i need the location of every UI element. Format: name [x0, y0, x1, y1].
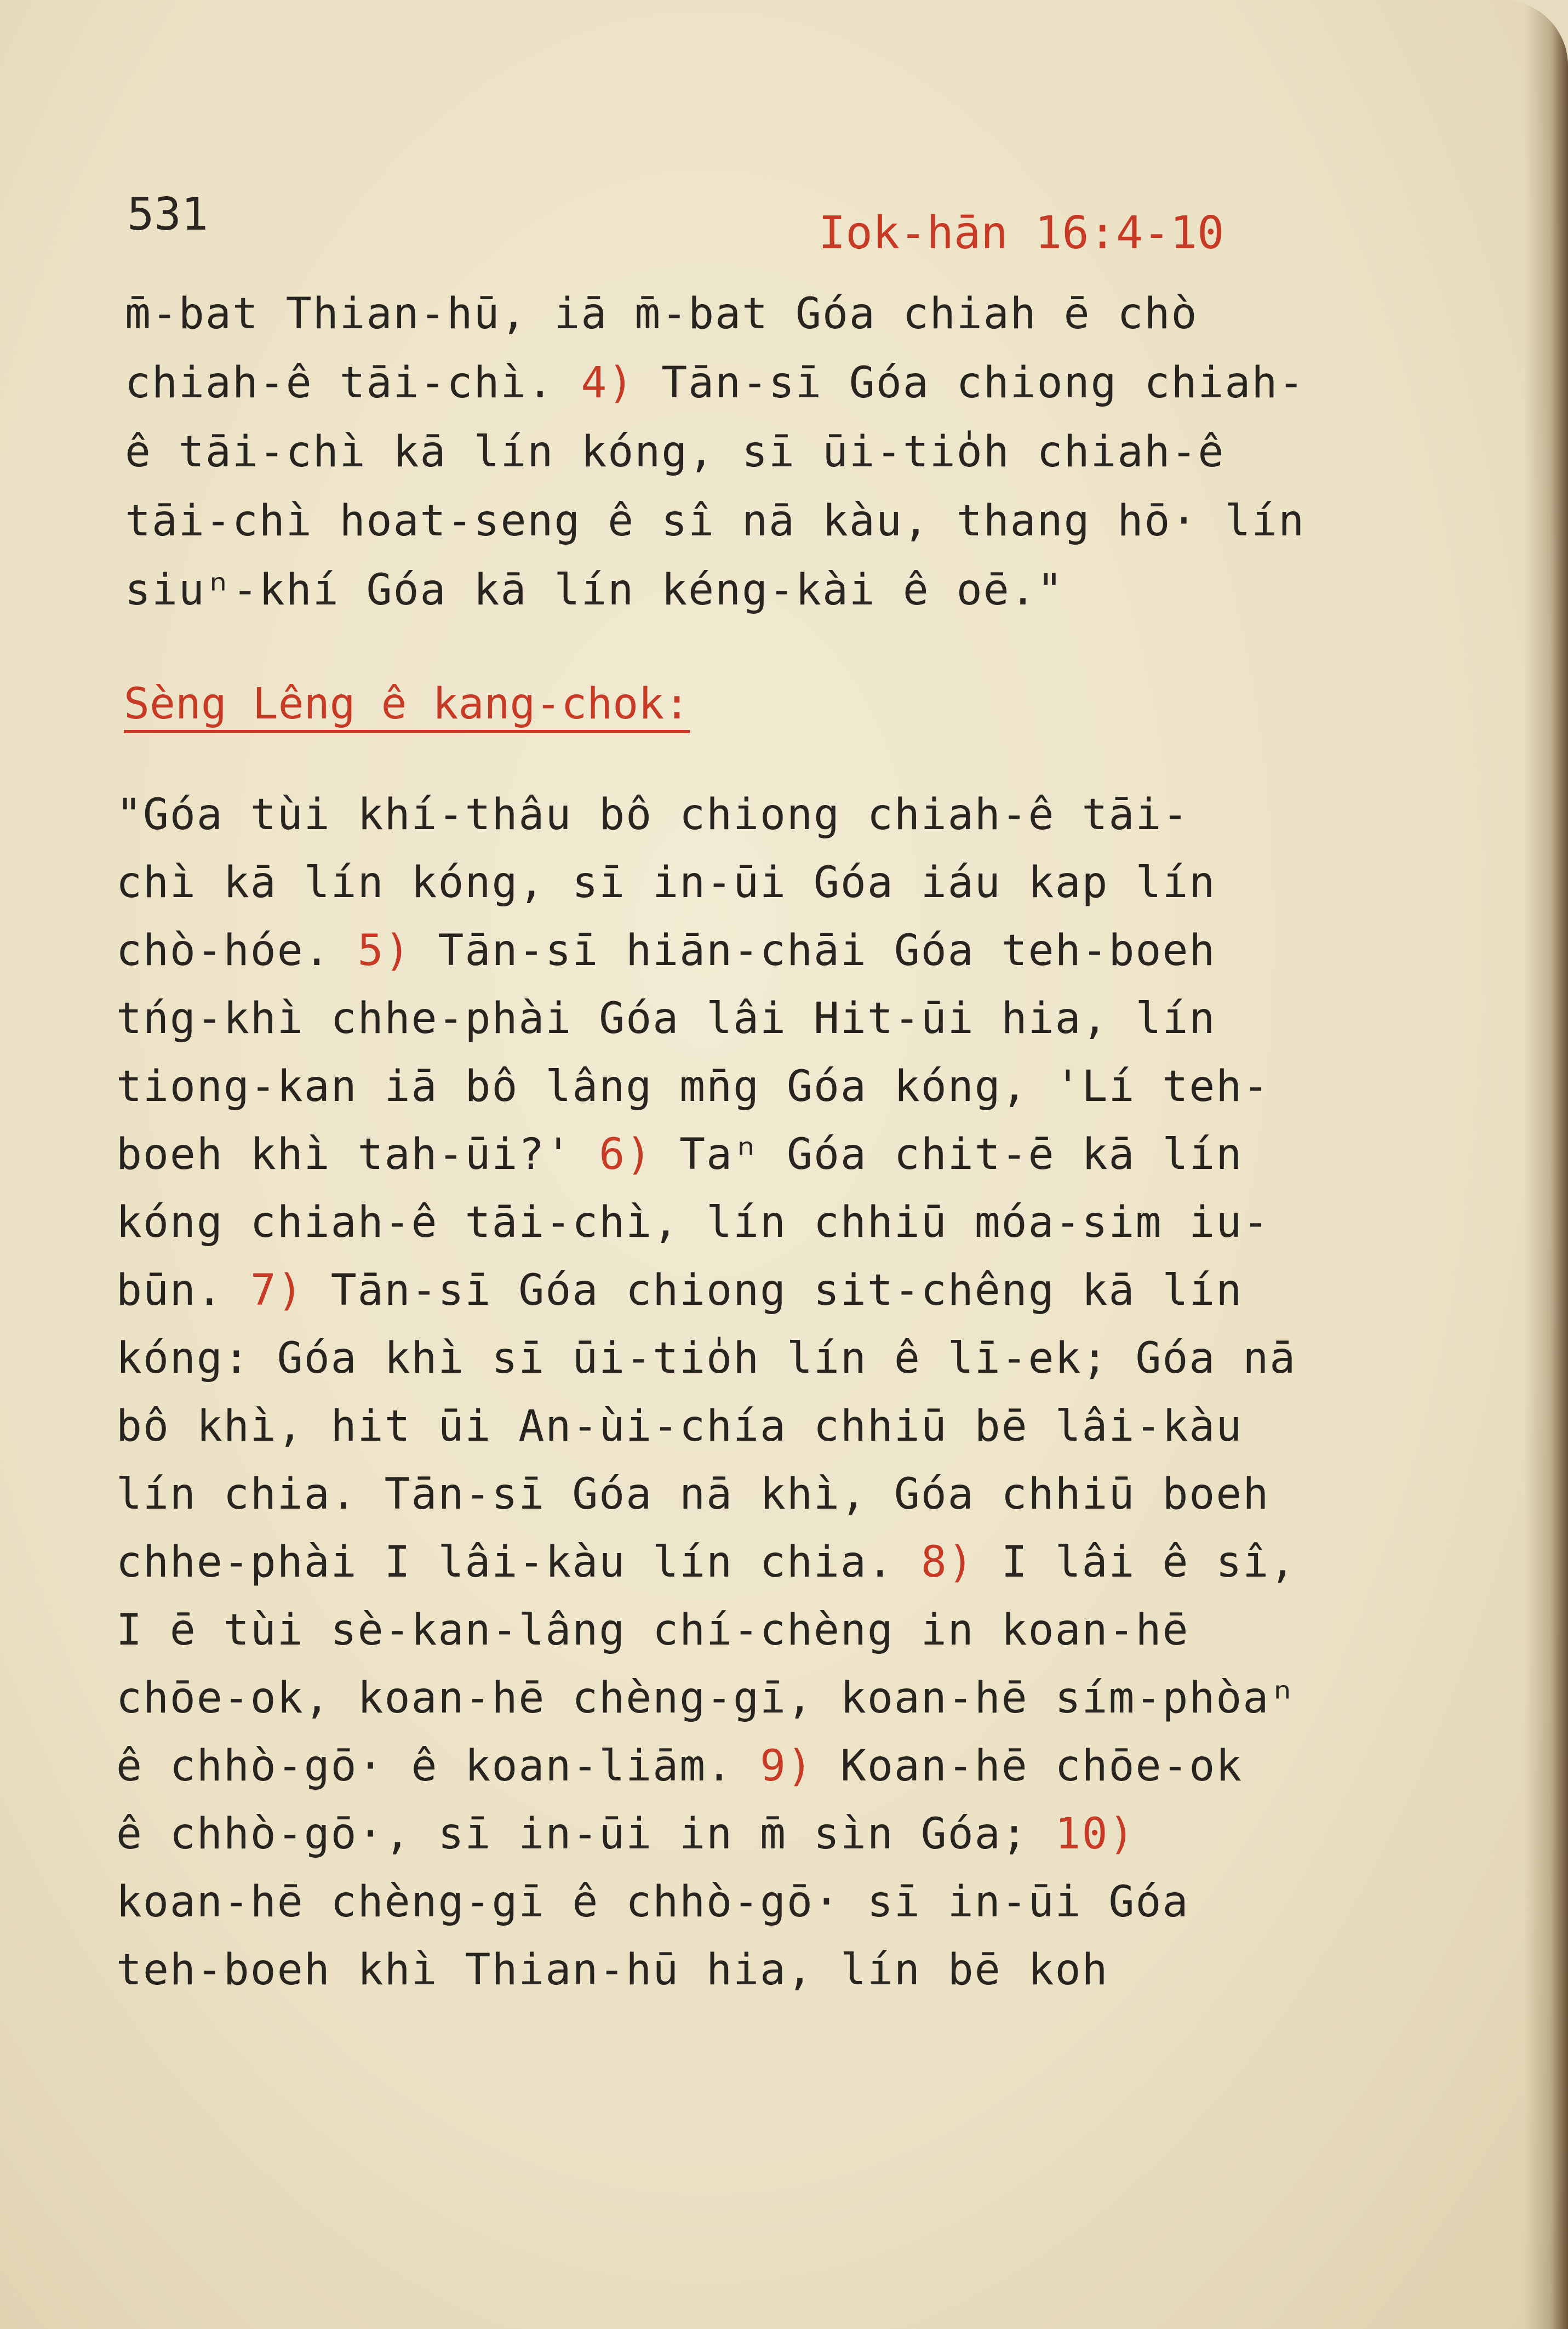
text-segment: chì kā lín kóng, sī in-ūi Góa iáu kap lín	[116, 858, 1216, 907]
text-segment: ê chhò-gō· ê koan-liām.	[116, 1742, 760, 1791]
text-line	[125, 289, 1198, 339]
text-segment: kóng: Góa khì sī ūi-tio̍h lín ê lī-ek; Góa nā	[116, 1334, 1297, 1383]
page-number: 531	[127, 189, 209, 241]
text-segment: būn.	[116, 1266, 250, 1315]
page-edge-shadow	[1524, 0, 1568, 2329]
text-segment: tiong-kan iā bô lâng mn̄g Góa kóng, 'Lí teh-	[116, 1062, 1270, 1111]
text-segment: Taⁿ Góa chit-ē kā lín	[653, 1130, 1243, 1179]
text-line	[125, 566, 1064, 615]
verse-number: 10)	[1055, 1809, 1136, 1859]
text-line	[116, 1877, 1189, 1927]
text-segment: Koan-hē chōe-ok	[813, 1742, 1243, 1791]
text-segment: lín chia. Tān-sī Góa nā khì, Góa chhiū boeh	[116, 1470, 1270, 1519]
text-segment: bô khì, hit ūi An-ùi-chía chhiū bē lâi-kàu	[116, 1402, 1243, 1451]
text-segment: Tān-sī Góa chiong chiah-	[634, 358, 1306, 408]
section-heading: Sèng Lêng ê kang-chok:	[124, 680, 690, 733]
text-line	[125, 427, 1224, 477]
text-segment: tńg-khì chhe-phài Góa lâi Hit-ūi hia, lín	[116, 994, 1216, 1043]
text-line	[116, 1334, 1296, 1383]
text-segment: chò-hóe.	[116, 926, 358, 975]
verse-number: 4)	[581, 358, 635, 408]
text-segment: koan-hē chèng-gī ê chhò-gō· sī in-ūi Góa	[116, 1877, 1189, 1927]
text-line	[116, 1742, 1243, 1791]
text-line	[116, 858, 1216, 907]
text-segment: m̄-bat Thian-hū, iā m̄-bat Góa chiah ē chò	[125, 289, 1198, 339]
text-segment: Tān-sī Góa chiong sit-chêng kā lín	[304, 1266, 1243, 1315]
text-segment: teh-boeh khì Thian-hū hia, lín bē koh	[116, 1945, 1109, 1995]
text-line	[125, 358, 1305, 408]
text-segment: I lâi ê sî,	[974, 1538, 1297, 1587]
text-line	[116, 1198, 1269, 1247]
text-line	[116, 994, 1216, 1043]
text-segment: boeh khì tah-ūi?'	[116, 1130, 599, 1179]
verse-number: 5)	[357, 926, 411, 975]
text-segment: tāi-chì hoat-seng ê sî nā kàu, thang hō· lín	[125, 496, 1306, 546]
text-line	[125, 496, 1305, 546]
text-segment: Tān-sī hiān-chāi Góa teh-boeh	[411, 926, 1216, 975]
text-line	[116, 1402, 1243, 1451]
text-segment: chiah-ê tāi-chì.	[125, 358, 581, 408]
text-line	[116, 1470, 1269, 1519]
text-line	[116, 1606, 1189, 1655]
text-segment: "Góa tùi khí-thâu bô chiong chiah-ê tāi-	[116, 790, 1189, 840]
verse-number: 8)	[920, 1538, 975, 1587]
text-line	[116, 1130, 1243, 1179]
chapter-reference: Iok-hān 16:4-10	[819, 207, 1224, 259]
text-line	[116, 1266, 1243, 1315]
text-segment: kóng chiah-ê tāi-chì, lín chhiū móa-sim iu-	[116, 1198, 1270, 1247]
text-segment: siuⁿ-khí Góa kā lín kéng-kài ê oē."	[125, 566, 1064, 615]
verse-number: 6)	[599, 1130, 653, 1179]
text-line	[116, 1809, 1136, 1859]
text-line	[116, 926, 1216, 975]
text-line	[116, 1062, 1269, 1111]
text-line	[116, 1538, 1296, 1587]
verse-number: 9)	[760, 1742, 814, 1791]
text-line	[116, 1674, 1296, 1723]
text-line	[116, 1945, 1109, 1995]
text-segment: I ē tùi sè-kan-lâng chí-chèng in koan-hē	[116, 1606, 1189, 1655]
text-segment: ê tāi-chì kā lín kóng, sī ūi-tio̍h chiah-ê	[125, 427, 1225, 477]
text-line	[116, 790, 1189, 840]
verse-number: 7)	[250, 1266, 304, 1315]
text-segment: chōe-ok, koan-hē chèng-gī, koan-hē sím-phòaⁿ	[116, 1674, 1297, 1723]
text-segment: chhe-phài I lâi-kàu lín chia.	[116, 1538, 921, 1587]
text-segment: ê chhò-gō·, sī in-ūi in m̄ sìn Góa;	[116, 1809, 1055, 1859]
